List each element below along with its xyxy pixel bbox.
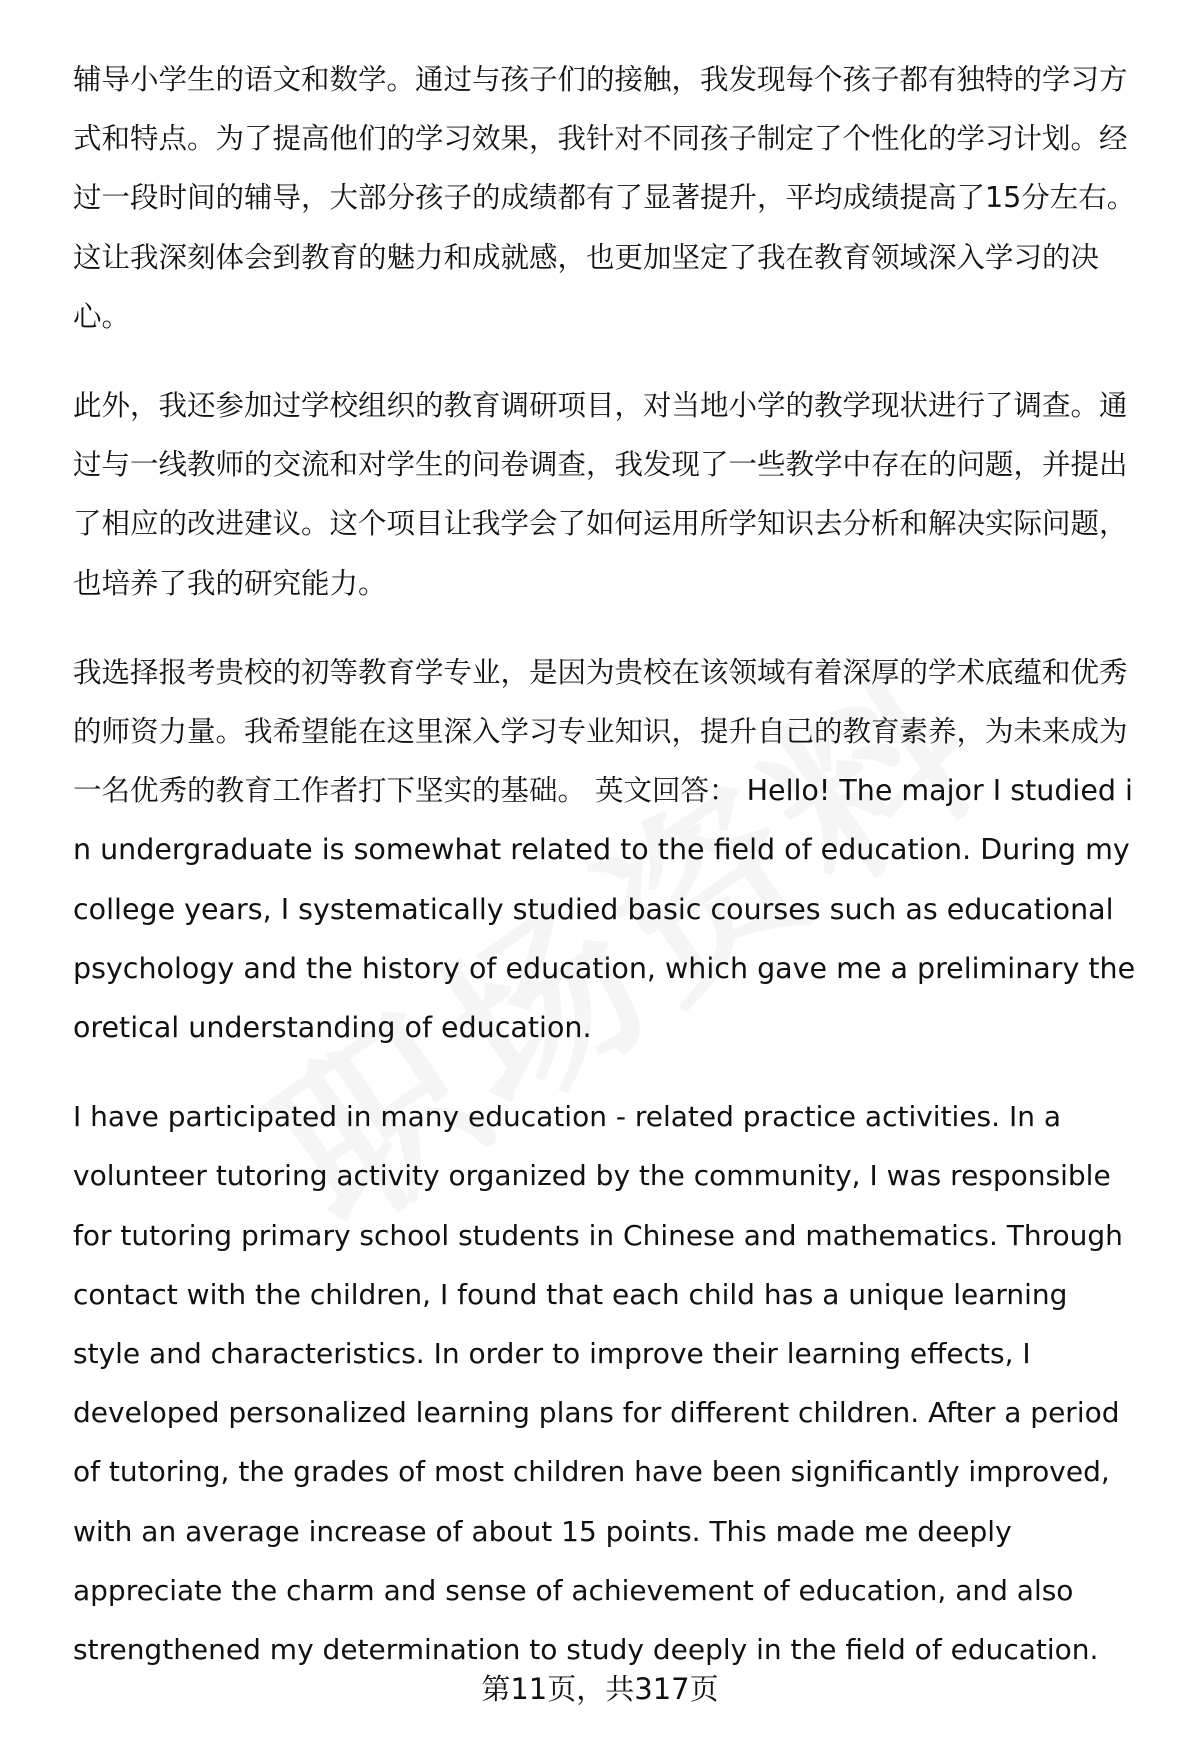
page-number-footer: 第11页，共317页 [481,1672,719,1706]
paragraph-4: I have participated in many education - related practice activities. In a volunteer tutoring activity organized by the community, I was responsible for tutoring primary school students in Chinese and mathematics. Through contact with the children, I found that each child has a unique learning style and characteristics. In order to improve their learning effects, I developed personalized learning plans for different children. After a period of tutoring, the grades of most children have been significantly improved, with an average increase of about 15 points. This made me deeply appreciate the charm and sense of achievement of education, and also strengthened my determination to study deeply in the field of education. [73,1100,1123,1667]
paragraph-1: 辅导小学生的语文和数学。通过与孩子们的接触，我发现每个孩子都有独特的学习方式和特点。为了提高他们的学习效果，我针对不同孩子制定了个性化的学习计划。经过一段时间的辅导，大部分孩子的成绩都有了显著提升，平均成绩提高了15分左右。这让我深刻体会到教育的魅力和成就感，也更加坚定了我在教育领域深入学习的决心。 [73,63,1136,333]
paragraph-3: 我选择报考贵校的初等教育学专业，是因为贵校在该领域有着深厚的学术底蕴和优秀的师资力量。我希望能在这里深入学习专业知识，提升自己的教育素养，为未来成为一名优秀的教育工作者打下坚实的基础。 英文回答： Hello! The major I studied in undergraduate is somewhat related to the field of education. During my college years, I systematically studied basic courses such as educational psychology and the history of education, which gave me a preliminary theoretical understanding of education. [73,655,1136,1045]
paragraph-2: 此外，我还参加过学校组织的教育调研项目，对当地小学的教学现状进行了调查。通过与一线教师的交流和对学生的问卷调查，我发现了一些教学中存在的问题，并提出了相应的改进建议。这个项目让我学会了如何运用所学知识去分析和解决实际问题，也培养了我的研究能力。 [73,389,1128,600]
